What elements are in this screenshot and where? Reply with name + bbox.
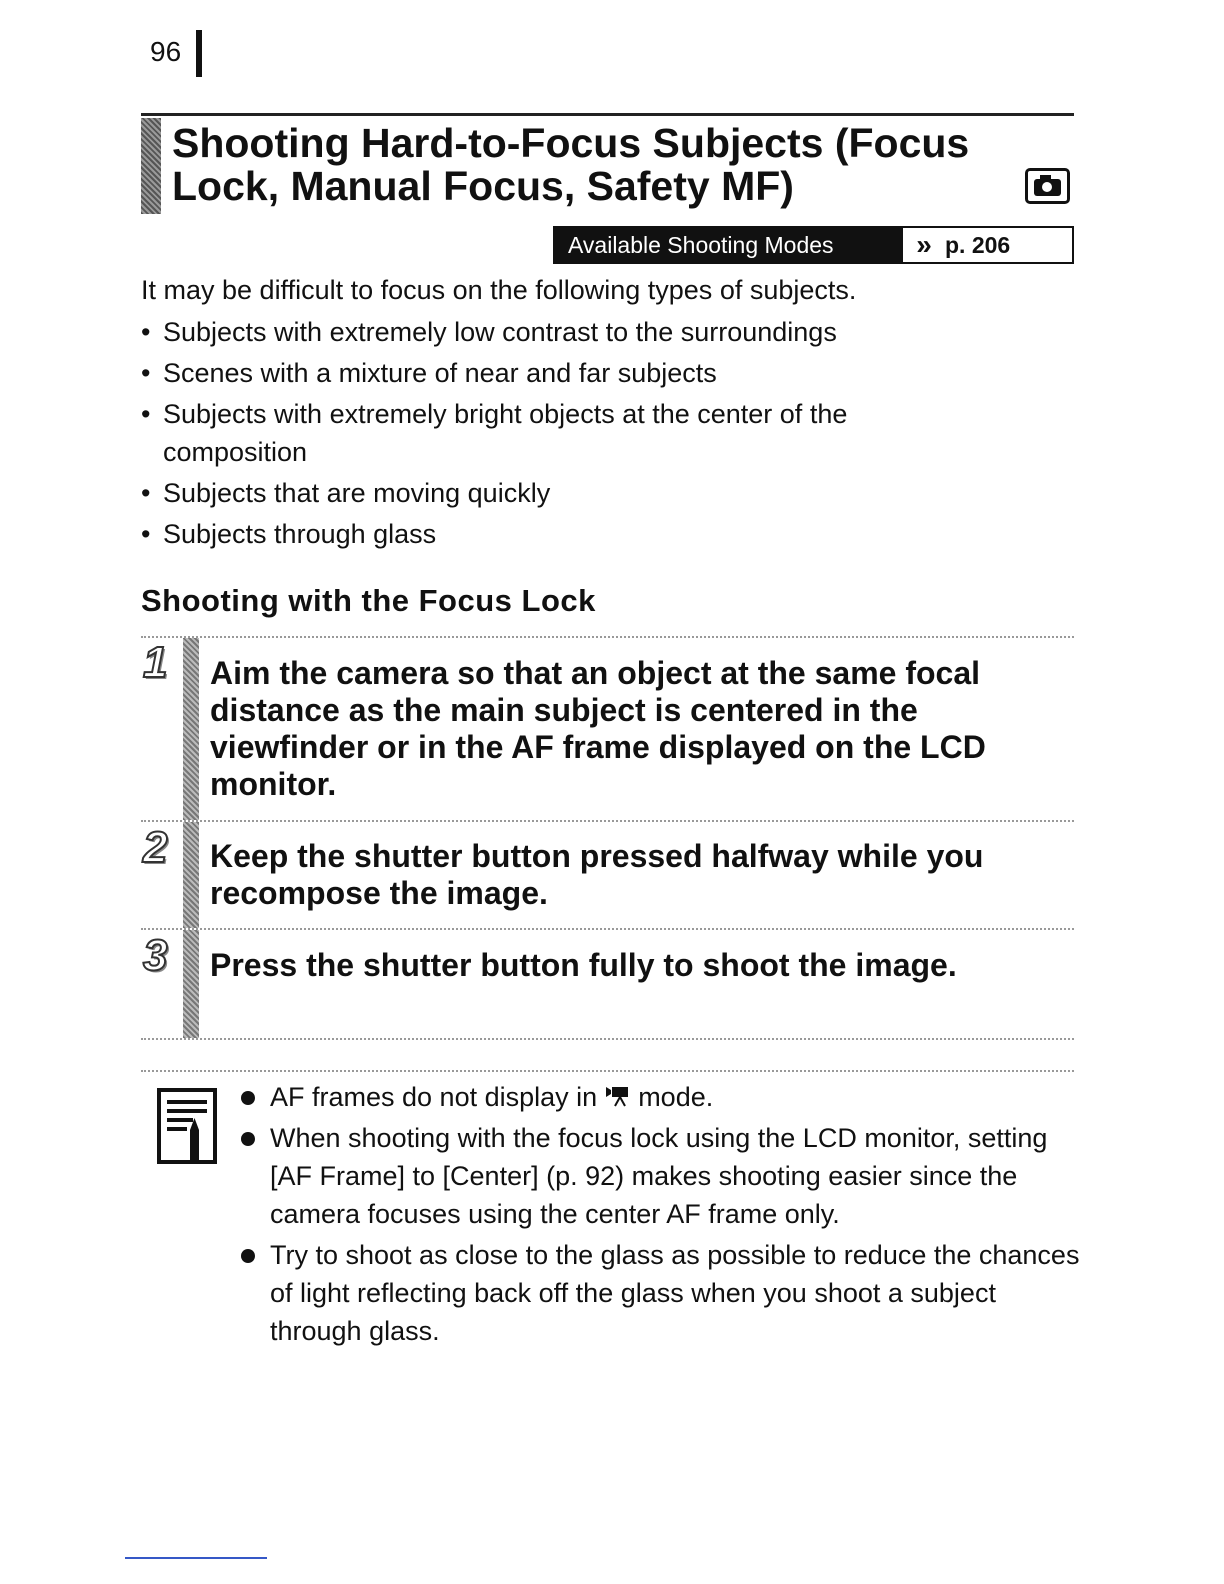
note-text: AF frames do not display in (270, 1082, 598, 1112)
step-3-bar (183, 930, 199, 1038)
list-item: • Subjects with extremely low contrast to the surroundings (141, 313, 941, 351)
step-divider (141, 820, 1074, 822)
page-title: Shooting Hard-to-Focus Subjects (Focus Lock, Manual Focus, Safety MF) (172, 120, 970, 209)
step-divider (141, 1038, 1074, 1040)
list-item: • Subjects that are moving quickly (141, 474, 941, 512)
step-2-bar (183, 822, 199, 928)
list-item: • Scenes with a mixture of near and far subjects (141, 354, 941, 392)
list-item: • Subjects through glass (141, 515, 941, 553)
notes-divider (141, 1070, 1074, 1072)
movie-icon (605, 1084, 631, 1108)
step-3-text: Press the shutter button fully to shoot the image. (210, 947, 957, 983)
title-rule (141, 113, 1074, 116)
page-number: 96 (150, 36, 182, 67)
page-number-bar (196, 30, 202, 77)
memo-icon (157, 1088, 219, 1168)
step-1-number: 1 (143, 638, 168, 687)
step-3-number: 3 (143, 931, 168, 980)
step-1-text: Aim the camera so that an object at the same focal distance as the main subject is centered in the viewfinder or in the AF frame displayed on the LCD monitor. (210, 655, 986, 802)
note-item: When shooting with the focus lock using the LCD monitor, setting [AF Frame] to [Center] (p. 92) makes shooting easier since the camera focuses using the center AF frame only. (240, 1119, 1080, 1233)
reference-arrow-icon: » (916, 229, 932, 260)
step-1-bar (183, 638, 199, 820)
note-item (240, 1078, 1080, 1116)
page-reference: p. 206 (945, 232, 1011, 258)
footer-rule (125, 1557, 267, 1559)
note-text: mode. (638, 1082, 714, 1112)
section-heading: Shooting with the Focus Lock (141, 583, 596, 618)
note-item: Try to shoot as close to the glass as possible to reduce the chances of light reflecting back off the glass when you shoot a subject through glass. (240, 1236, 1080, 1350)
notes-list (240, 1078, 1080, 1353)
camera-icon (1025, 168, 1070, 204)
step-divider (141, 928, 1074, 930)
subject-list (141, 313, 941, 556)
step-divider (141, 636, 1074, 638)
intro-text: It may be difficult to focus on the following types of subjects. (141, 275, 857, 305)
title-accent-bar (141, 118, 161, 214)
available-modes-label: Available Shooting Modes (555, 228, 903, 262)
step-2-text: Keep the shutter button pressed halfway while you recompose the image. (210, 838, 984, 911)
available-modes-box (553, 226, 1074, 264)
list-item: • Subjects with extremely bright objects at the center of the composition (141, 395, 941, 471)
step-2-number: 2 (143, 823, 168, 872)
